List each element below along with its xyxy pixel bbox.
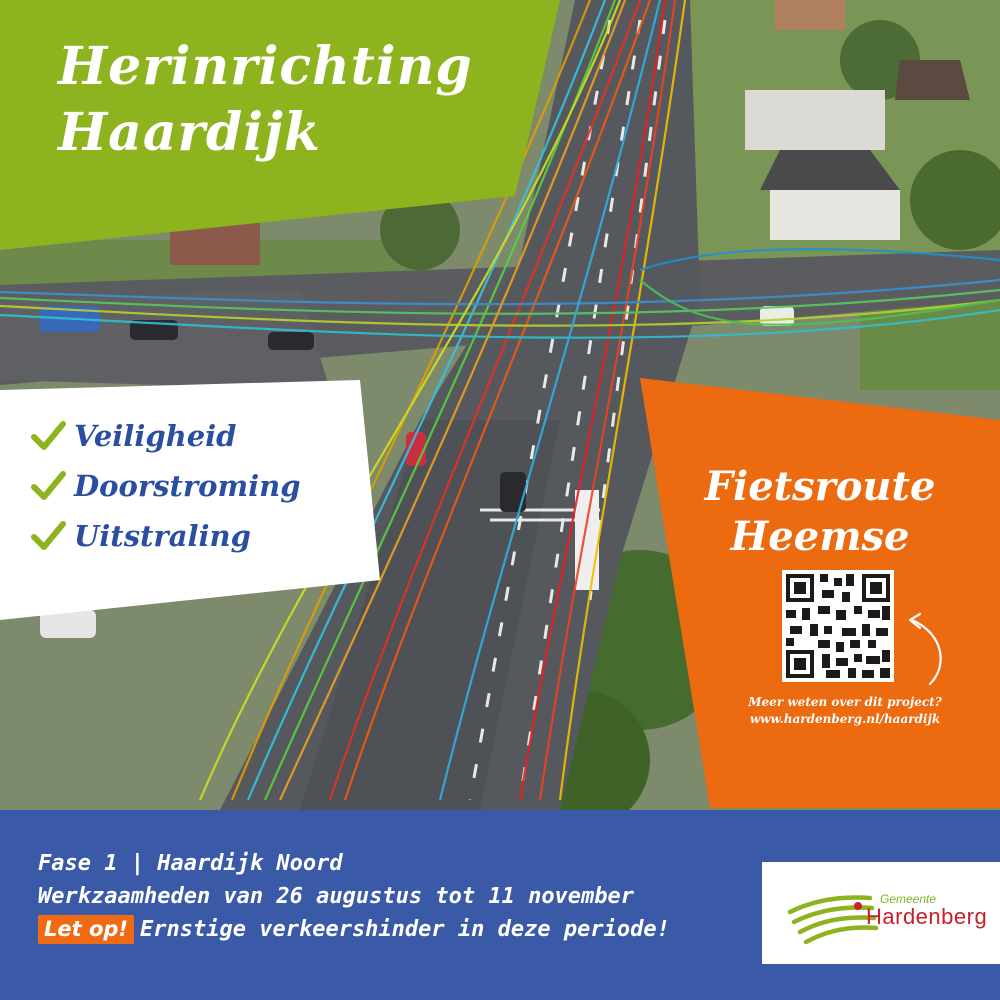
benefit-label: Uitstraling <box>74 519 251 553</box>
benefit-appearance <box>30 512 251 560</box>
project-title-line2: Heemse <box>730 513 910 560</box>
warning-text: Ernstige verkeershinder in deze periode! <box>140 917 670 942</box>
project-url-link[interactable]: www.hardenberg.nl/haardijk <box>749 712 941 726</box>
project-title <box>650 462 990 562</box>
main-title-line1: Herinrichting <box>58 36 473 97</box>
warning-line <box>38 913 670 946</box>
logo-municipality-label: Gemeente <box>880 892 937 906</box>
project-title-line1: Fietsroute <box>704 463 936 510</box>
works-period-line: Werkzaamheden van 26 augustus tot 11 november <box>38 884 635 909</box>
main-title <box>58 34 473 166</box>
benefit-safety <box>30 412 236 460</box>
benefit-label: Veiligheid <box>74 419 237 453</box>
bottom-info-text <box>38 847 670 946</box>
checkmark-icon <box>30 518 66 554</box>
warning-badge: Let op! <box>38 915 134 944</box>
main-title-line2: Haardijk <box>58 102 321 163</box>
qr-code-icon[interactable] <box>782 570 894 682</box>
phase-line: Fase 1 | Haardijk Noord <box>38 851 343 876</box>
more-info <box>700 694 990 728</box>
logo-name: Hardenberg <box>866 904 988 929</box>
checkmark-icon <box>30 418 66 454</box>
curved-arrow-icon <box>900 608 950 688</box>
benefit-flow <box>30 462 301 510</box>
more-info-question: Meer weten over dit project? <box>748 695 942 709</box>
benefit-label: Doorstroming <box>74 469 301 503</box>
checkmark-icon <box>30 468 66 504</box>
